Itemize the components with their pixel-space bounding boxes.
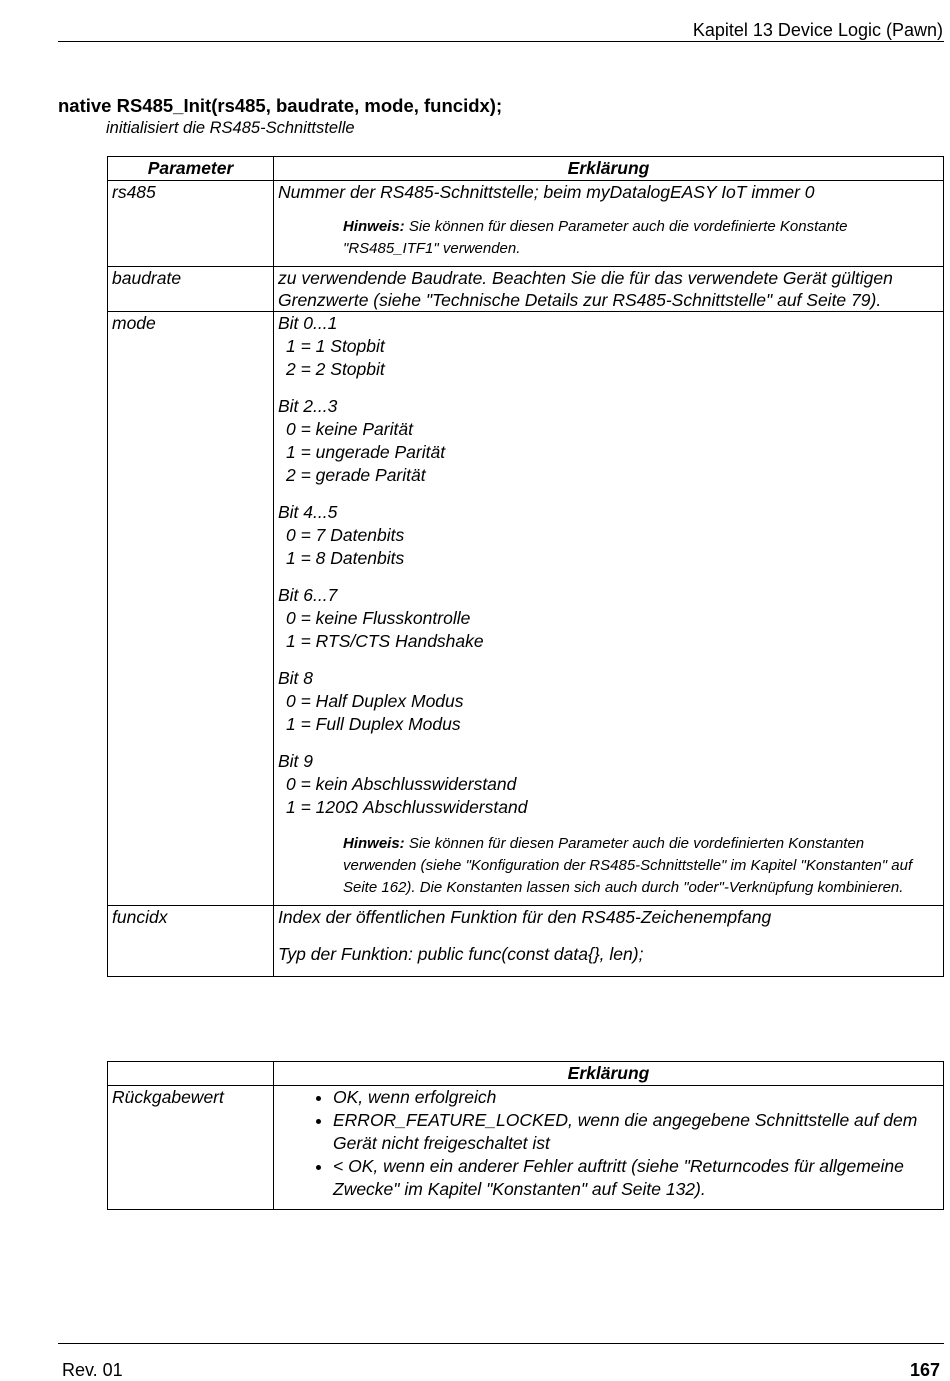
mode-hint-note xyxy=(343,833,939,899)
column-header-empty xyxy=(108,1062,274,1086)
hint-label: Hinweis: xyxy=(343,218,405,235)
table-header-row xyxy=(108,1062,944,1086)
bit-value: 2 = 2 Stopbit xyxy=(286,359,385,379)
bit-title: Bit 9 xyxy=(278,751,314,771)
bit-value: 0 = keine Flusskontrolle xyxy=(286,608,471,628)
mode-bit-group xyxy=(278,584,939,653)
bit-value: 0 = Half Duplex Modus xyxy=(286,691,464,711)
column-header-explanation: Erklärung xyxy=(274,1062,944,1086)
bit-title: Bit 4...5 xyxy=(278,502,338,522)
function-description: initialisiert die RS485-Schnittstelle xyxy=(106,119,355,137)
bit-value: 1 = Full Duplex Modus xyxy=(286,714,461,734)
param-explanation-funcidx xyxy=(274,906,944,977)
list-item: • OK, wenn erfolgreich xyxy=(333,1086,939,1109)
bit-value: 1 = RTS/CTS Handshake xyxy=(286,631,484,651)
column-header-parameter: Parameter xyxy=(108,157,274,181)
list-item: • < OK, wenn ein anderer Fehler auftritt (siehe "Returncodes für allgemeine Zwecke" im Kapitel "Konstanten" auf Seite 132). xyxy=(333,1155,939,1201)
funcidx-type-text: Typ der Funktion: public func(const data{}, len); xyxy=(278,944,644,964)
bit-title: Bit 8 xyxy=(278,668,314,688)
return-list xyxy=(278,1086,939,1201)
bit-value: 1 = ungerade Parität xyxy=(286,442,446,462)
param-name-rs485: rs485 xyxy=(108,181,274,267)
mode-bit-group xyxy=(278,667,939,736)
bit-value: 1 = 1 Stopbit xyxy=(286,336,385,356)
bit-title: Bit 6...7 xyxy=(278,585,338,605)
bit-value: 0 = kein Abschlusswiderstand xyxy=(286,774,517,794)
mode-bit-list xyxy=(278,312,939,819)
function-signature: native RS485_Init(rs485, baudrate, mode, funcidx); xyxy=(58,95,503,116)
bit-value: 2 = gerade Parität xyxy=(286,465,426,485)
bit-value: 1 = 120Ω Abschlusswiderstand xyxy=(286,797,528,817)
bit-title: Bit 0...1 xyxy=(278,313,338,333)
param-name-mode: mode xyxy=(108,312,274,906)
page-number: 167 xyxy=(909,1360,940,1380)
chapter-header: Kapitel 13 Device Logic (Pawn) xyxy=(692,20,943,40)
return-explanation xyxy=(274,1086,944,1210)
table-row-mode xyxy=(108,312,944,906)
param-explanation-baudrate: zu verwendende Baudrate. Beachten Sie die für das verwendete Gerät gültigen Grenzwerte (siehe "Technische Details zur RS485-Schnittstelle" auf Seite 79). xyxy=(274,267,944,312)
rs485-text: Nummer der RS485-Schnittstelle; beim myDatalogEASY IoT immer 0 xyxy=(278,182,815,202)
param-name-baudrate: baudrate xyxy=(108,267,274,312)
funcidx-text: Index der öffentlichen Funktion für den RS485-Zeichenempfang xyxy=(278,907,772,927)
rs485-hint-note xyxy=(343,216,939,260)
hint-text: Sie können für diesen Parameter auch die vordefinierten Konstanten verwenden (siehe "Konfiguration der RS485-Schnittstelle" im Kapitel "Konstanten" auf Seite 162). Die Konstanten lassen sich auch durch "oder"-Verknüpfung kombinieren. xyxy=(343,835,913,896)
param-explanation-mode xyxy=(274,312,944,906)
param-name-funcidx: funcidx xyxy=(108,906,274,977)
mode-bit-group xyxy=(278,501,939,570)
table-row-funcidx xyxy=(108,906,944,977)
table-header-row xyxy=(108,157,944,181)
mode-bit-group xyxy=(278,312,939,381)
bit-value: 1 = 8 Datenbits xyxy=(286,548,405,568)
header-divider xyxy=(58,41,944,42)
table-row-return xyxy=(108,1086,944,1210)
footer-divider xyxy=(58,1343,944,1344)
parameter-table xyxy=(107,156,944,977)
return-label: Rückgabewert xyxy=(108,1086,274,1210)
return-value-table xyxy=(107,1061,944,1210)
hint-text: Sie können für diesen Parameter auch die vordefinierte Konstante "RS485_ITF1" verwenden. xyxy=(343,218,848,257)
param-explanation-rs485 xyxy=(274,181,944,267)
column-header-explanation: Erklärung xyxy=(274,157,944,181)
bit-value: 0 = 7 Datenbits xyxy=(286,525,405,545)
list-item: • ERROR_FEATURE_LOCKED, wenn die angegebene Schnittstelle auf dem Gerät nicht freigeschaltet ist xyxy=(333,1109,939,1155)
mode-bit-group xyxy=(278,750,939,819)
bit-title: Bit 2...3 xyxy=(278,396,338,416)
table-row-baudrate xyxy=(108,267,944,312)
mode-bit-group xyxy=(278,395,939,487)
table-row-rs485 xyxy=(108,181,944,267)
hint-label: Hinweis: xyxy=(343,835,405,852)
revision-label: Rev. 01 xyxy=(62,1360,123,1380)
bit-value: 0 = keine Parität xyxy=(286,419,413,439)
